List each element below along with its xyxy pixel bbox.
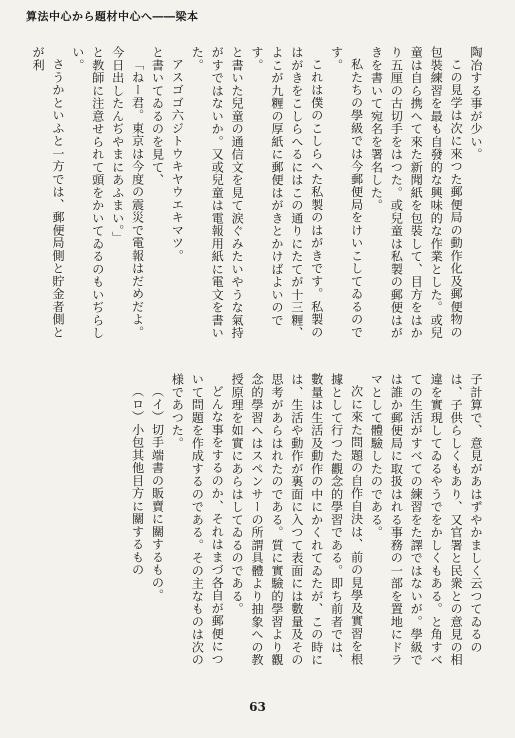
- list-item: （イ）切手端書の販賣に關するもの。: [150, 385, 165, 602]
- list-item: （ロ）小包其他目方に關するもの: [130, 385, 145, 577]
- paragraph: と教師に注意せられて頭をかいてゐるのもいぢらしい。: [70, 46, 105, 340]
- lower-text-block: [0, 373, 485, 668]
- paragraph: 次に來た問題の自作自決は、前の見學及實習を根據として行つた觀念的學習である。即ち前者では、數量は生活及動作の中にかくれてゐたが、この時には、生活や動作が裏面に入つて表面には數量及その思考があらはれたのである。質に實驗的學習より觀念的學習へはスペンサーの所謂具體より抽象への教授原理を如實にあらはしてゐるのである。: [230, 373, 364, 667]
- paragraph: アスゴゴ六ジトウキヤウエキマツ。: [170, 58, 185, 263]
- paragraph: 陶冶する事が少い。: [469, 46, 483, 161]
- paragraph: と書いてゐるのを見て、: [150, 46, 165, 187]
- paragraph: と書いた兒童の通信文を見て涙ぐみたいやうな氣持がすではないか。又或兒童は電報用紙に電文を書いた。: [190, 46, 245, 340]
- paragraph: どんな事をするのか、それはまづ各自が郵便について問題を作成するのである。その主なものは次の様であつた。: [170, 373, 225, 667]
- paragraph: これは僕のこしらへた私製のはがきです。私製のはがきをこしらへるにはこの通りにたてが十三糎、よこが九糎の厚紙に郵便はがきとかけばよいのです。: [250, 46, 324, 340]
- running-header: 算法中心から題材中心へ――梁本: [26, 10, 199, 23]
- page-number: 63: [249, 700, 266, 714]
- paragraph: 子計算で、意見があはずやかましく云つてゐるのは、子供らしくもあり、又官署と民衆との意見の相違を實現してゐるやうでをかしくもある。と角すべての生活がすべての練習をた譯ではないが。學級では誰か郵便局に取扱はれる事務の一部を置地にドラマとして體驗したのである。: [369, 373, 483, 667]
- paragraph: 私たちの學級では今郵便局をけいこしてゐるのです。: [329, 46, 364, 339]
- upper-text-block: [0, 46, 485, 344]
- paragraph: さうかといふと一方では、郵便局側と貯金者側とが利: [31, 46, 65, 339]
- paragraph: 「ねー君。東京は今度の震災で電報はだめだよ。今日出したんぢやまにあふまい。」: [110, 46, 145, 339]
- paragraph: この見学は次に來つた郵便局の動作化及郵便物の包裝練習を最も自發的な興味的な作業とした。或兒童は自ら携へて來た新聞紙を包裝して、目方をはかり五厘の古切手をはつた。或兒童は私製の郵便はがきを書いて宛名を署名した。: [369, 46, 464, 340]
